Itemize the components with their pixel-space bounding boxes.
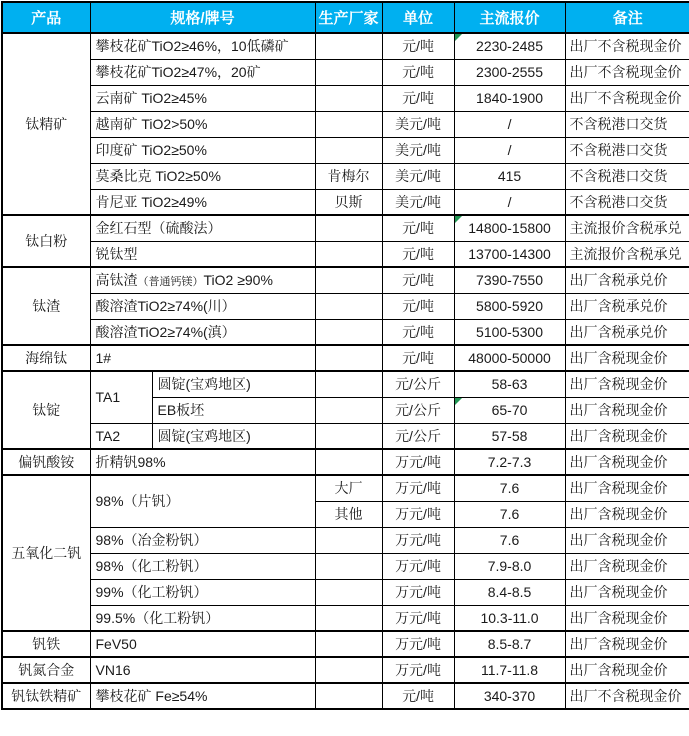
manufacturer-cell: 大厂 [315, 475, 382, 501]
unit-cell: 元/吨 [382, 683, 454, 709]
remark-cell: 出厂含税现金价 [565, 475, 689, 501]
remark-cell: 出厂含税现金价 [565, 527, 689, 553]
header-manufacturer: 生产厂家 [315, 2, 382, 33]
price-cell: 7390-7550 [454, 267, 565, 293]
unit-cell: 元/吨 [382, 59, 454, 85]
unit-cell: 万元/吨 [382, 449, 454, 475]
spec-cell: 攀枝花矿 Fe≥54% [90, 683, 315, 709]
remark-cell: 不含税港口交货 [565, 137, 689, 163]
remark-cell: 出厂含税现金价 [565, 423, 689, 449]
product-cell: 钒铁 [2, 631, 90, 657]
header-unit: 单位 [382, 2, 454, 33]
manufacturer-cell [315, 267, 382, 293]
manufacturer-cell [315, 683, 382, 709]
spec-cell: 越南矿 TiO2>50% [90, 111, 315, 137]
unit-cell: 元/吨 [382, 319, 454, 345]
price-cell: / [454, 137, 565, 163]
table-row [2, 85, 689, 111]
spec-text: TiO2 ≥90% [203, 272, 273, 289]
price-cell: 415 [454, 163, 565, 189]
product-cell: 偏钒酸铵 [2, 449, 90, 475]
header-spec: 规格/牌号 [90, 2, 315, 33]
remark-cell: 出厂含税现金价 [565, 397, 689, 423]
spec-cell: 锐钛型 [90, 241, 315, 267]
remark-cell: 出厂含税现金价 [565, 371, 689, 397]
price-cell: 7.6 [454, 527, 565, 553]
unit-cell: 万元/吨 [382, 605, 454, 631]
spec-cell: 肯尼亚 TiO2≥49% [90, 189, 315, 215]
price-cell: 8.5-8.7 [454, 631, 565, 657]
unit-cell: 元/公斤 [382, 371, 454, 397]
manufacturer-cell [315, 579, 382, 605]
unit-cell: 美元/吨 [382, 137, 454, 163]
unit-cell: 万元/吨 [382, 475, 454, 501]
spec-cell: 攀枝花矿TiO2≥47%，20矿 [90, 59, 315, 85]
table-row [2, 423, 689, 449]
unit-cell: 万元/吨 [382, 579, 454, 605]
price-cell: 7.6 [454, 501, 565, 527]
unit-cell: 万元/吨 [382, 631, 454, 657]
table-row [2, 319, 689, 345]
spec-text: 高钛渣 [95, 272, 138, 289]
table-row [2, 267, 689, 293]
product-cell: 五氧化二钒 [2, 475, 90, 631]
spec-cell: FeV50 [90, 631, 315, 657]
manufacturer-cell: 贝斯 [315, 189, 382, 215]
spec-cell: 98%（化工粉钒） [90, 553, 315, 579]
cell-flag-triangle-icon [455, 34, 462, 41]
table-row [2, 137, 689, 163]
price-cell [454, 397, 565, 423]
manufacturer-cell [315, 319, 382, 345]
manufacturer-cell [315, 449, 382, 475]
spec-cell: 酸溶渣TiO2≥74%(川） [90, 293, 315, 319]
table-row [2, 293, 689, 319]
manufacturer-cell: 其他 [315, 501, 382, 527]
remark-cell: 出厂含税承兑价 [565, 319, 689, 345]
remark-cell: 主流报价含税承兑 [565, 241, 689, 267]
manufacturer-cell [315, 111, 382, 137]
spec-cell: 折精钒98% [90, 449, 315, 475]
table-row [2, 215, 689, 241]
unit-cell: 元/吨 [382, 345, 454, 371]
table-row [2, 33, 689, 59]
manufacturer-cell [315, 631, 382, 657]
manufacturer-cell [315, 605, 382, 631]
remark-cell: 出厂含税现金价 [565, 501, 689, 527]
remark-cell: 不含税港口交货 [565, 111, 689, 137]
price-cell: 11.7-11.8 [454, 657, 565, 683]
spec-cell: 99.5%（化工粉钒） [90, 605, 315, 631]
table-row [2, 579, 689, 605]
manufacturer-cell [315, 371, 382, 397]
unit-cell: 元/公斤 [382, 397, 454, 423]
manufacturer-cell [315, 423, 382, 449]
spec-cell: EB板坯 [152, 397, 315, 423]
header-product: 产品 [2, 2, 90, 33]
header-remark: 备注 [565, 2, 689, 33]
spec-cell: 金红石型（硫酸法） [90, 215, 315, 241]
unit-cell: 万元/吨 [382, 527, 454, 553]
table-row [2, 371, 689, 397]
remark-cell: 出厂不含税现金价 [565, 683, 689, 709]
spec-cell: 攀枝花矿TiO2≥46%，10低磷矿 [90, 33, 315, 59]
unit-cell: 元/公斤 [382, 423, 454, 449]
remark-cell: 主流报价含税承兑 [565, 215, 689, 241]
table-row [2, 657, 689, 683]
manufacturer-cell [315, 59, 382, 85]
spec-cell: 1# [90, 345, 315, 371]
unit-cell: 万元/吨 [382, 657, 454, 683]
remark-cell: 出厂不含税现金价 [565, 85, 689, 111]
spec-cell: 98%（片钒） [90, 475, 315, 527]
price-cell: 1840-1900 [454, 85, 565, 111]
product-cell: 钒氮合金 [2, 657, 90, 683]
manufacturer-cell [315, 241, 382, 267]
price-value: 14800-15800 [468, 220, 551, 237]
manufacturer-cell [315, 293, 382, 319]
remark-cell: 不含税港口交货 [565, 163, 689, 189]
spec-cell: 印度矿 TiO2≥50% [90, 137, 315, 163]
grade-cell: TA2 [90, 423, 152, 449]
price-value: 65-70 [491, 402, 528, 418]
cell-flag-triangle-icon [455, 216, 462, 223]
unit-cell: 元/吨 [382, 293, 454, 319]
manufacturer-cell: 肯梅尔 [315, 163, 382, 189]
spec-cell: VN16 [90, 657, 315, 683]
unit-cell: 元/吨 [382, 241, 454, 267]
price-cell: 7.6 [454, 475, 565, 501]
price-cell: 13700-14300 [454, 241, 565, 267]
unit-cell: 美元/吨 [382, 163, 454, 189]
remark-cell: 出厂含税现金价 [565, 553, 689, 579]
price-cell: 5100-5300 [454, 319, 565, 345]
spec-cell [90, 267, 315, 293]
price-cell [454, 33, 565, 59]
manufacturer-cell [315, 215, 382, 241]
remark-cell: 出厂含税现金价 [565, 605, 689, 631]
price-cell: 7.2-7.3 [454, 449, 565, 475]
unit-cell: 美元/吨 [382, 111, 454, 137]
spec-cell: 98%（冶金粉钒） [90, 527, 315, 553]
unit-cell: 元/吨 [382, 85, 454, 111]
price-value: 2230-2485 [476, 38, 543, 55]
price-cell: / [454, 111, 565, 137]
spec-cell: 酸溶渣TiO2≥74%(滇） [90, 319, 315, 345]
price-cell: / [454, 189, 565, 215]
table-row [2, 189, 689, 215]
price-cell [454, 215, 565, 241]
price-table [1, 1, 689, 710]
product-cell: 钒钛铁精矿 [2, 683, 90, 709]
price-cell: 10.3-11.0 [454, 605, 565, 631]
product-cell: 钛锭 [2, 371, 90, 449]
table-row [2, 683, 689, 709]
manufacturer-cell [315, 137, 382, 163]
product-cell: 海绵钛 [2, 345, 90, 371]
remark-cell: 出厂不含税现金价 [565, 59, 689, 85]
spec-text-small: （普通钙镁） [137, 276, 204, 289]
remark-cell: 出厂不含税现金价 [565, 33, 689, 59]
spec-cell: 圆锭(宝鸡地区) [152, 423, 315, 449]
table-row [2, 553, 689, 579]
grade-cell: TA1 [90, 371, 152, 423]
product-cell: 钛精矿 [2, 33, 90, 215]
table-row [2, 631, 689, 657]
unit-cell: 元/吨 [382, 33, 454, 59]
price-cell: 5800-5920 [454, 293, 565, 319]
table-row [2, 111, 689, 137]
unit-cell: 美元/吨 [382, 189, 454, 215]
table-row [2, 163, 689, 189]
manufacturer-cell [315, 397, 382, 423]
remark-cell: 出厂含税现金价 [565, 579, 689, 605]
spec-cell: 莫桑比克 TiO2≥50% [90, 163, 315, 189]
remark-cell: 出厂含税承兑价 [565, 267, 689, 293]
price-cell: 48000-50000 [454, 345, 565, 371]
cell-flag-triangle-icon [455, 398, 462, 405]
table-row [2, 605, 689, 631]
price-cell: 340-370 [454, 683, 565, 709]
price-cell: 57-58 [454, 423, 565, 449]
price-cell: 8.4-8.5 [454, 579, 565, 605]
remark-cell: 出厂含税承兑价 [565, 293, 689, 319]
remark-cell: 出厂含税现金价 [565, 631, 689, 657]
product-cell: 钛白粉 [2, 215, 90, 267]
table-row [2, 241, 689, 267]
unit-cell: 万元/吨 [382, 501, 454, 527]
table-row [2, 59, 689, 85]
table-row [2, 475, 689, 501]
table-row [2, 527, 689, 553]
remark-cell: 出厂含税现金价 [565, 345, 689, 371]
remark-cell: 出厂含税现金价 [565, 657, 689, 683]
spec-cell: 云南矿 TiO2≥45% [90, 85, 315, 111]
manufacturer-cell [315, 85, 382, 111]
unit-cell: 元/吨 [382, 215, 454, 241]
manufacturer-cell [315, 553, 382, 579]
remark-cell: 出厂含税现金价 [565, 449, 689, 475]
unit-cell: 万元/吨 [382, 553, 454, 579]
header-row [2, 2, 689, 33]
table-row [2, 449, 689, 475]
header-price: 主流报价 [454, 2, 565, 33]
manufacturer-cell [315, 527, 382, 553]
manufacturer-cell [315, 345, 382, 371]
manufacturer-cell [315, 657, 382, 683]
price-cell: 7.9-8.0 [454, 553, 565, 579]
product-cell: 钛渣 [2, 267, 90, 345]
manufacturer-cell [315, 33, 382, 59]
table-row [2, 345, 689, 371]
spec-cell: 99%（化工粉钒） [90, 579, 315, 605]
remark-cell: 不含税港口交货 [565, 189, 689, 215]
spec-cell: 圆锭(宝鸡地区) [152, 371, 315, 397]
price-cell: 2300-2555 [454, 59, 565, 85]
price-cell: 58-63 [454, 371, 565, 397]
unit-cell: 元/吨 [382, 267, 454, 293]
